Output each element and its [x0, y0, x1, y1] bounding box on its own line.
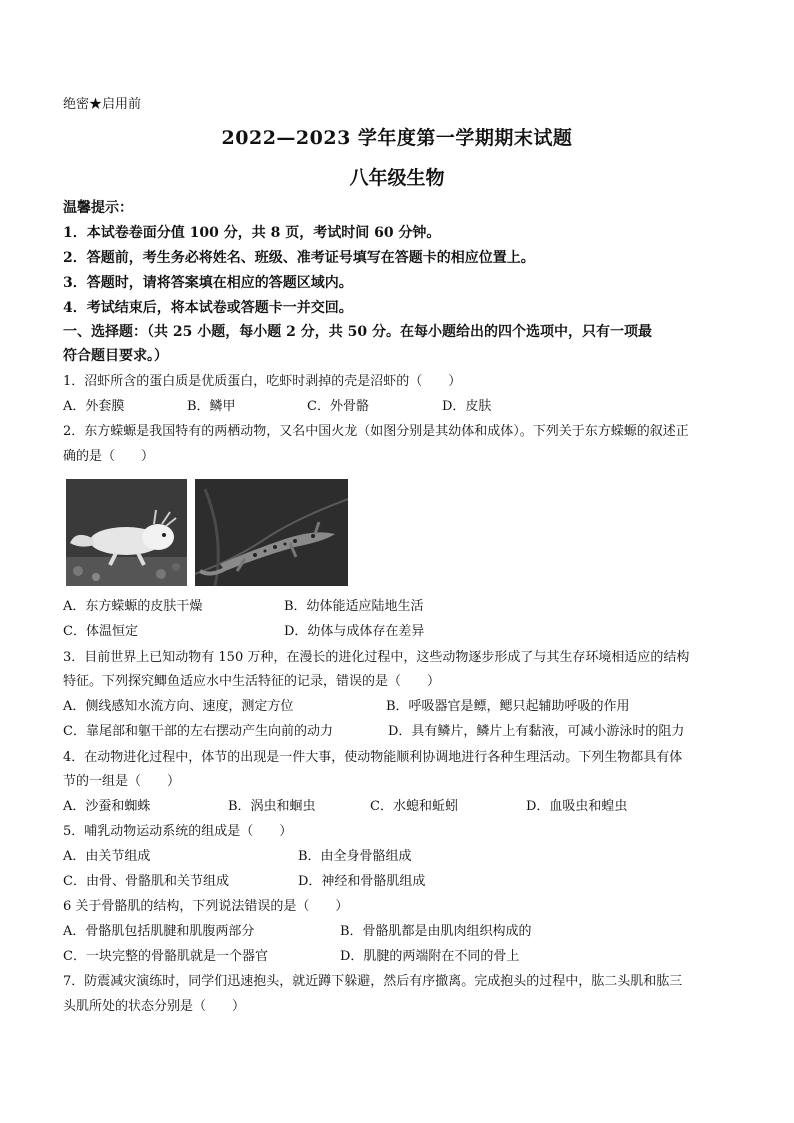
- tips-heading: 温馨提示：: [63, 200, 133, 216]
- tip-item: 1．本试卷卷面分值 100 分，共 8 页，考试时间 60 分钟。: [63, 225, 441, 241]
- question-option: C．体温恒定: [63, 624, 138, 639]
- question-option: D．具有鳞片，鳞片上有黏液，可减小游泳时的阻力: [388, 724, 685, 739]
- question-stem: 4．在动物进化过程中，体节的出现是一件大事，使动物能顺利协调地进行各种生理活动。下列生物都具有体: [63, 750, 683, 765]
- section-heading: 一、选择题：（共 25 小题，每小题 2 分，共 50 分。在每小题给出的四个选项中，只有一项最: [63, 324, 652, 340]
- question-option: D．皮肤: [442, 399, 492, 414]
- question-stem: 节的一组是（ ）: [63, 774, 181, 789]
- question-stem: 头肌所处的状态分别是（ ）: [63, 999, 246, 1014]
- exam-title: 2022—2023 学年度第一学期期末试题: [221, 127, 573, 149]
- question-option: A．外套膜: [63, 399, 125, 414]
- question-stem: 6 关于骨骼肌的结构，下列说法错误的是（ ）: [63, 899, 349, 914]
- section-heading-cont: 符合题目要求。）: [63, 348, 168, 364]
- question-stem: 2．东方蝾螈是我国特有的两栖动物，又名中国火龙（如图分别是其幼体和成体）。下列关于东方蝾螈的叙述正: [63, 424, 689, 439]
- question-option: C．靠尾部和躯干部的左右摆动产生向前的动力: [63, 724, 333, 739]
- question-option: A．由关节组成: [63, 849, 151, 864]
- question-option: B．鳞甲: [187, 399, 236, 414]
- question-option: A．骨骼肌包括肌腱和肌腹两部分: [63, 924, 255, 939]
- question-option: B．骨骼肌都是由肌肉组织构成的: [340, 924, 532, 939]
- question-option: D．肌腱的两端附在不同的骨上: [340, 949, 520, 964]
- question-option: C．由骨、骨骼肌和关节组成: [63, 874, 229, 889]
- salamander-larva-photo: [66, 479, 187, 586]
- salamander-adult-photo: [195, 479, 348, 586]
- confidential-label: 绝密★启用前: [63, 97, 142, 112]
- tip-item: 3．答题时，请将答案填在相应的答题区域内。: [63, 275, 353, 291]
- question-option: B．呼吸器官是鳔，鳃只起辅助呼吸的作用: [386, 699, 630, 714]
- exam-subject: 八年级生物: [349, 167, 445, 189]
- question-stem: 确的是（ ）: [63, 449, 155, 464]
- tip-item: 4．考试结束后，将本试卷或答题卡一并交回。: [63, 300, 353, 316]
- question-stem: 3．目前世界上已知动物有 150 万种，在漫长的进化过程中，这些动物逐步形成了与其生存环境相适应的结构: [63, 650, 690, 665]
- question-option: A．沙蚕和蜘蛛: [63, 799, 151, 814]
- question-stem: 1．沼虾所含的蛋白质是优质蛋白，吃虾时剥掉的壳是沼虾的（ ）: [63, 374, 462, 389]
- question-option: D．神经和骨骼肌组成: [298, 874, 426, 889]
- question-option: C．外骨骼: [307, 399, 369, 414]
- question-option: A．侧线感知水流方向、速度，测定方位: [63, 699, 294, 714]
- question-option: D．血吸虫和蝗虫: [526, 799, 628, 814]
- question-option: B．涡虫和蛔虫: [228, 799, 316, 814]
- tip-item: 2．答题前，考生务必将姓名、班级、准考证号填写在答题卡的相应位置上。: [63, 250, 535, 266]
- question-option: D．幼体与成体存在差异: [284, 624, 425, 639]
- question-option: A．东方蝾螈的皮肤干燥: [63, 599, 203, 614]
- question-stem: 特征。下列探究鲫鱼适应水中生活特征的记录，错误的是（ ）: [63, 674, 441, 689]
- question-option: C．水螅和蚯蚓: [370, 799, 458, 814]
- question-stem: 7．防震减灾演练时，同学们迅速抱头，就近蹲下躲避，然后有序撤离。完成抱头的过程中，肱二头肌和肱三: [63, 974, 683, 989]
- question-option: B．幼体能适应陆地生活: [284, 599, 424, 614]
- question-option: C．一块完整的骨骼肌就是一个器官: [63, 949, 268, 964]
- question-stem: 5．哺乳动物运动系统的组成是（ ）: [63, 824, 293, 839]
- question-option: B．由全身骨骼组成: [298, 849, 412, 864]
